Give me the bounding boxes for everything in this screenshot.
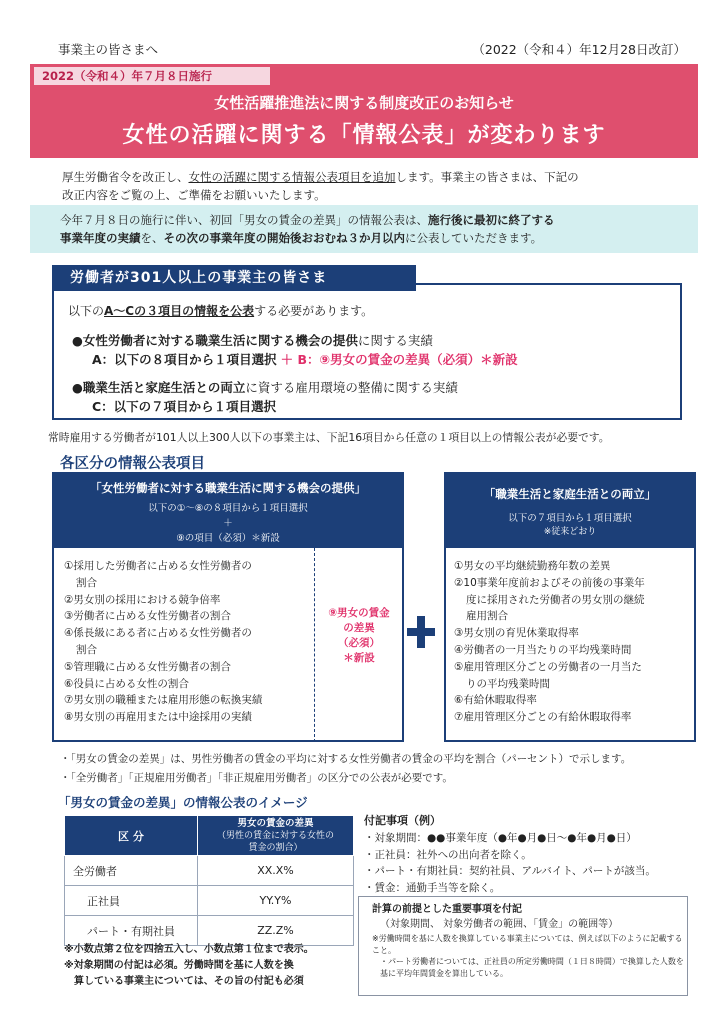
item-text: ②男女別の採用における競争倍率	[64, 593, 221, 606]
notice-bold: 施行後に最初に終了する	[428, 213, 555, 227]
s301-bold: C：以下の７項目から１項目選択	[92, 399, 277, 414]
intro-text: 改正内容をご覧の上、ご準備をお願いいたします。	[62, 188, 326, 202]
header-category: 区 分	[65, 816, 198, 856]
note-line: ・「男女の賃金の差異」は、男性労働者の賃金の平均に対する女性労働者の賃金の平均を割合（パーセント）で示します。	[60, 753, 632, 765]
row-label: 全労働者	[65, 856, 198, 886]
list-item	[454, 709, 692, 726]
right-panel-sub2: ※従来どおり	[543, 527, 597, 537]
notice-text: に公表していただきます。	[405, 231, 543, 245]
table-notes	[64, 942, 364, 990]
item-text: ⑧男女別の再雇用または中途採用の実績	[64, 711, 252, 724]
table-header-row	[65, 816, 354, 856]
list-item	[454, 642, 692, 659]
item-text: ③男女別の育児休業取得率	[454, 627, 579, 640]
s301-new-item: ＋ B：⑨男女の賃金の差異（必須）＊新設	[280, 352, 518, 367]
banner-title: 女性の活躍に関する「情報公表」が変わります	[122, 123, 606, 148]
calc-title: 計算の前提とした重要事項を付記	[372, 904, 522, 915]
list-item	[64, 659, 314, 676]
item9-text: （必須）	[338, 637, 380, 649]
fuki-item: ・賃金：通勤手当等を除く。	[364, 881, 501, 894]
item9-text: ＊新設	[343, 652, 375, 664]
revision-date: （2022（令和４）年12月28日改訂）	[472, 42, 686, 57]
section-301-line2	[72, 331, 433, 349]
item9-text: ⑨男女の賃金	[328, 607, 390, 619]
item-text: ②10事業年度前およびその前後の事業年	[454, 576, 645, 589]
list-item	[454, 625, 692, 642]
list-item	[64, 625, 314, 659]
intro-text: します。事業主の皆さまは、下記の	[395, 170, 579, 184]
section-301-line4	[72, 378, 458, 396]
right-panel-list	[454, 558, 692, 726]
list-item	[454, 659, 692, 693]
header-wage-gap	[197, 816, 353, 856]
calc-subtitle: （対象期間、 対象労働者の範囲、「賃金」の範囲等）	[380, 919, 619, 930]
fuki-item: ・対象期間：●●事業年度（●年●月●日～●年●月●日）	[364, 832, 637, 844]
list-item	[454, 575, 692, 625]
s301-text: 以下の	[68, 304, 105, 318]
header-main: 男女の賃金の差異	[237, 817, 314, 829]
list-item	[454, 558, 692, 575]
wage-gap-table	[64, 815, 354, 946]
item-text: ⑦男女別の職種または雇用形態の転換実績	[64, 694, 263, 707]
calc-note2: ・パート労働者については、正社員の所定労働時間（１日８時間）で換算した人数を基に平均年間賃金を算出している。	[380, 957, 684, 978]
left-panel-header	[52, 472, 404, 548]
table-row	[65, 886, 354, 916]
list-item	[64, 709, 314, 726]
s301-text: に資する雇用環境の整備に関する実績	[245, 380, 458, 395]
table-note: 算している事業主については、その旨の付記も必須	[64, 976, 304, 987]
image-section-title: 「男女の賃金の差異」の情報公表のイメージ	[58, 795, 308, 810]
intro-text: 厚生労働省令を改正し、	[62, 170, 189, 184]
s301-bold: ●女性労働者に対する職業生活に関する機会の提供	[72, 333, 358, 348]
intro-underlined: 女性の活躍に関する情報公表項目を追加	[188, 170, 396, 184]
calc-note1: ※労働時間を基に人数を換算している事業主については、例えば以下のように記載すること。	[372, 934, 683, 955]
table-row	[65, 916, 354, 946]
s301-bold: ●職業生活と家庭生活との両立	[72, 380, 246, 395]
list-item	[64, 608, 314, 625]
left-panel-plus: ＋	[223, 518, 233, 529]
item-text: ④係長級にある者に占める女性労働者の	[64, 627, 252, 640]
explanatory-notes	[60, 750, 631, 788]
intro-paragraph	[62, 168, 682, 204]
item-text: 雇用割合	[466, 610, 508, 623]
fuki-list	[364, 830, 656, 896]
left-panel-list	[64, 558, 314, 726]
item-9-wage-gap	[316, 606, 402, 666]
section-301-line3	[92, 350, 518, 368]
note-101-300: 常時雇用する労働者が101人以上300人以下の事業主は、下記16項目から任意の１項目以上の情報公表が必要です。	[48, 431, 610, 444]
item-text: 割合	[76, 643, 97, 656]
left-panel-divider	[314, 548, 315, 742]
addressee: 事業主の皆さまへ	[58, 42, 159, 57]
item-text: りの平均残業時間	[466, 677, 550, 690]
items-section-title: 各区分の情報公表項目	[60, 456, 205, 472]
left-panel-sub2: ⑨の項目（必須）＊新設	[176, 533, 280, 544]
notice-bold: その次の事業年度の開始後おおむね３か月以内	[163, 231, 405, 245]
list-item	[64, 592, 314, 609]
s301-text: に関する実績	[357, 333, 433, 348]
fuki-item: ・パート・有期社員：契約社員、アルバイト、パートが該当。	[364, 865, 656, 877]
section-301-line1	[68, 302, 373, 319]
item-text: ⑥有給休暇取得率	[454, 694, 537, 707]
table-note: ※小数点第２位を四捨五入し、小数点第１位まで表示。	[64, 944, 314, 955]
fuki-title: 付記事項（例）	[364, 814, 441, 827]
item-text: ⑦雇用管理区分ごとの有給休暇取得率	[454, 711, 632, 724]
row-value: ZZ.Z%	[197, 916, 353, 946]
row-value: YY.Y%	[197, 886, 353, 916]
item-text: ⑤管理職に占める女性労働者の割合	[64, 660, 231, 673]
row-label: パート・有期社員	[65, 916, 198, 946]
list-item	[64, 692, 314, 709]
item-text: ③労働者に占める女性労働者の割合	[64, 610, 231, 623]
notice-box	[30, 205, 698, 253]
item-text: ①男女の平均継続勤務年数の差異	[454, 560, 611, 572]
left-panel-sub1: 以下の①～⑧の８項目から１項目選択	[148, 503, 308, 514]
list-item	[64, 676, 314, 693]
table-row	[65, 856, 354, 886]
row-value: XX.X%	[197, 856, 353, 886]
row-label: 正社員	[65, 886, 198, 916]
list-item	[454, 692, 692, 709]
notice-bold: 事業年度の実績	[60, 231, 141, 245]
notice-text: を、	[140, 231, 164, 245]
s301-text: する必要があります。	[254, 304, 374, 318]
notice-text: 今年７月８日の施行に伴い、初回「男女の賃金の差異」の情報公表は、	[60, 213, 428, 227]
item-text: 度に採用された労働者の男女別の継続	[466, 593, 645, 606]
banner-subtitle: 女性活躍推進法に関する制度改正のお知らせ	[214, 94, 514, 112]
plus-icon	[406, 612, 436, 652]
right-panel-sub1: 以下の７項目から１項目選択	[508, 513, 632, 524]
note-line: ・「全労働者」「正規雇用労働者」「非正規雇用労働者」の区分での公表が必要です。	[60, 772, 453, 784]
right-panel-title: 「職業生活と家庭生活との両立」	[483, 487, 657, 501]
item-text: ⑤雇用管理区分ごとの労働者の一月当た	[454, 660, 642, 673]
right-panel-header	[444, 472, 696, 548]
list-item	[64, 558, 314, 592]
item-text: ④労働者の一月当たりの平均残業時間	[454, 643, 632, 656]
item-text: ⑥役員に占める女性の割合	[64, 677, 189, 690]
s301-underlined: A～Cの３項目の情報を公表	[104, 304, 255, 318]
item9-text: の差異	[343, 622, 375, 634]
header-sub: 賃金の割合）	[248, 842, 303, 853]
item-text: ①採用した労働者に占める女性労働者の	[64, 560, 252, 572]
effective-date-label: 2022（令和４）年７月８日施行	[34, 67, 270, 85]
section-301-line5	[92, 397, 276, 415]
left-panel-title: 「女性労働者に対する職業生活に関する機会の提供」	[90, 481, 366, 495]
item-text: 割合	[76, 576, 97, 589]
fuki-item: ・正社員：社外への出向者を除く。	[364, 848, 532, 861]
section-301-tab: 労働者が301人以上の事業主の皆さま	[52, 265, 416, 291]
header-sub: （男性の賃金に対する女性の	[216, 830, 334, 841]
table-note: ※対象期間の付記は必須。労働時間を基に人数を換	[64, 960, 294, 971]
s301-bold: A：以下の８項目から１項目選択	[92, 352, 277, 367]
